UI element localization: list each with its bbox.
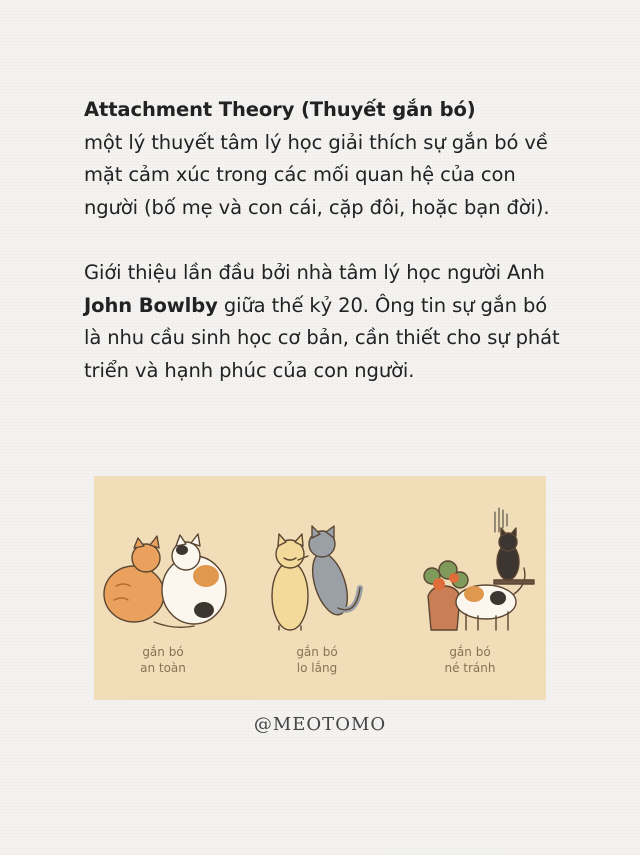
avoidant-attachment-label — [410, 644, 530, 676]
anxious-attachment-label — [257, 644, 377, 676]
avoidant-label-line2: né tránh — [444, 661, 496, 675]
anxious-cats-icon — [272, 526, 360, 630]
avoidant-label-line1: gắn bó — [449, 645, 491, 659]
secure-cats-icon — [104, 534, 226, 627]
illustration-panel — [94, 476, 546, 700]
history-paragraph — [84, 257, 564, 387]
secure-label-line1: gắn bó — [142, 645, 184, 659]
avoidant-cats-icon — [424, 508, 534, 630]
anxious-label-line1: gắn bó — [296, 645, 338, 659]
anxious-label-line2: lo lắng — [296, 661, 338, 675]
text-block — [84, 94, 564, 387]
history-after: giữa thế kỷ 20. Ông tin sự gắn bó là nhu cầu sinh học cơ bản, cần thiết cho sự phát triển và hạnh phúc của con người. — [84, 293, 560, 382]
intro-body: một lý thuyết tâm lý học giải thích sự gắn bó về mặt cảm xúc trong các mối quan hệ của con người (bố mẹ và con cái, cặp đôi, hoặc bạn đời). — [84, 130, 550, 219]
bowlby-name: John Bowlby — [84, 293, 218, 317]
intro-paragraph — [84, 94, 564, 224]
secure-label-line2: an toàn — [140, 661, 186, 675]
credit-handle: @MEOTOMO — [253, 714, 387, 735]
intro-title: Attachment Theory (Thuyết gắn bó) — [84, 98, 476, 121]
secure-attachment-label — [103, 644, 223, 676]
history-before: Giới thiệu lần đầu bởi nhà tâm lý học người Anh — [84, 261, 545, 284]
